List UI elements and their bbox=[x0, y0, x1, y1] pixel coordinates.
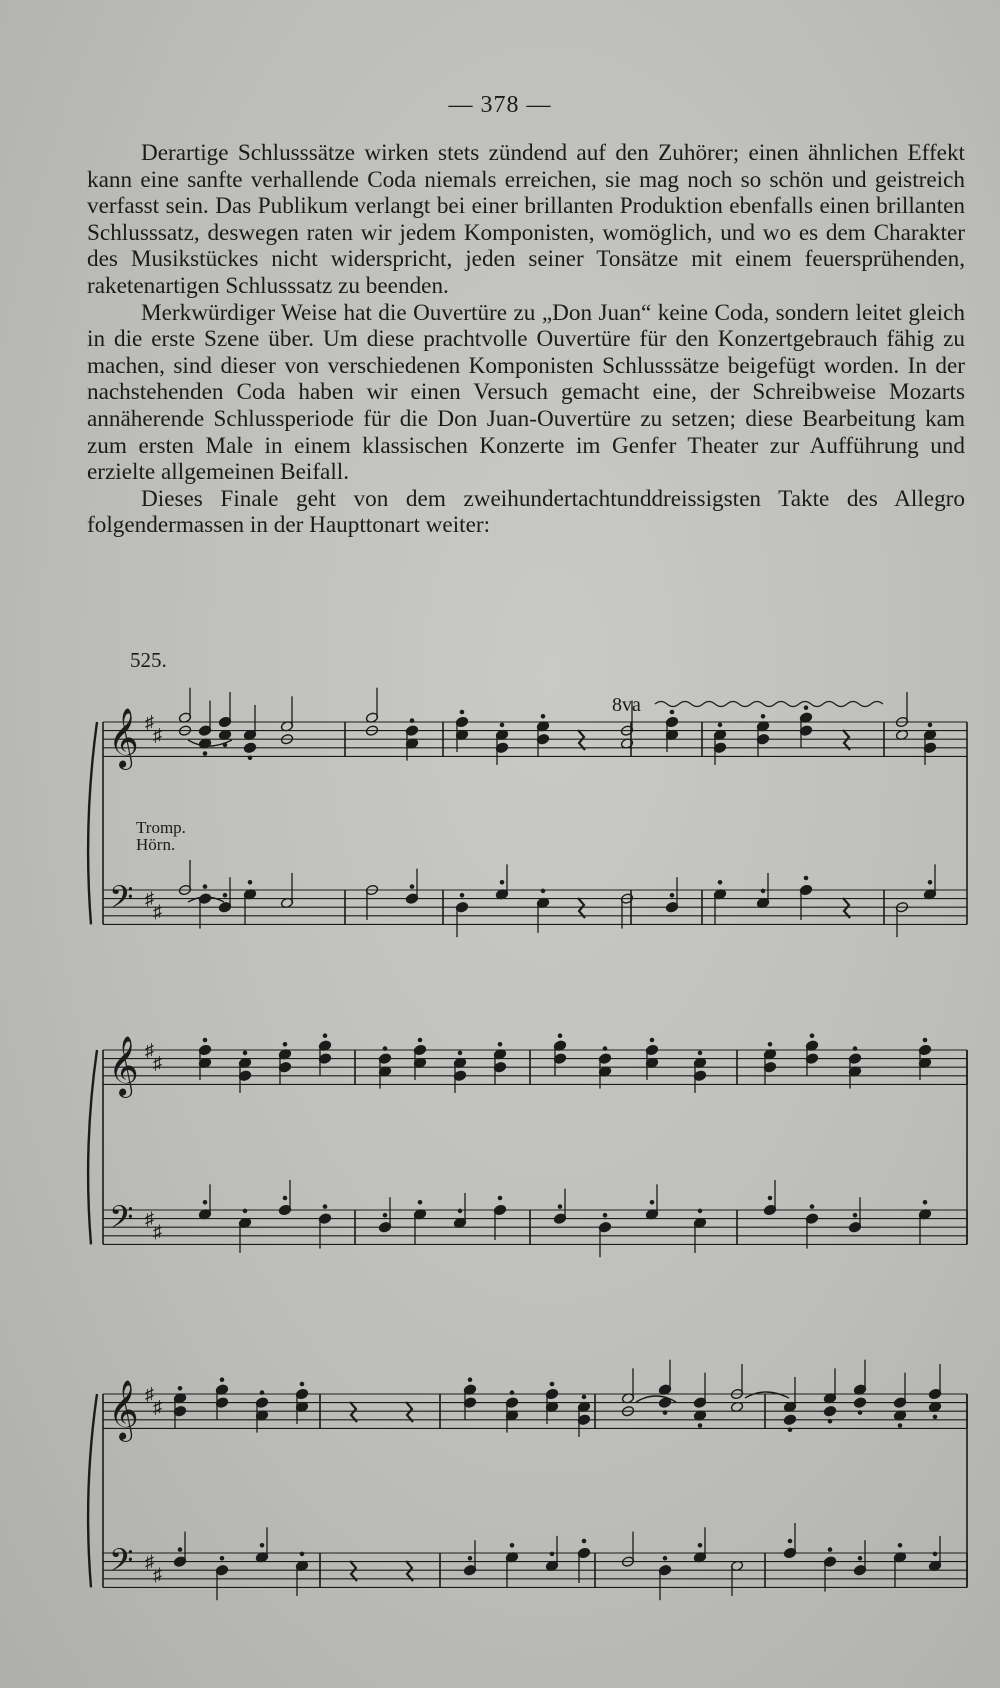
staccato-dot bbox=[468, 1377, 473, 1382]
staccato-dot bbox=[761, 889, 766, 894]
staccato-dot bbox=[582, 1539, 587, 1544]
staccato-dot bbox=[410, 718, 415, 723]
staccato-dot bbox=[260, 1390, 265, 1395]
staccato-dot bbox=[670, 893, 675, 898]
staccato-dot bbox=[300, 1552, 305, 1557]
music-score bbox=[0, 640, 1000, 1680]
staccato-dot bbox=[460, 893, 465, 898]
staccato-dot bbox=[203, 751, 208, 756]
treble-clef: 𝄞 bbox=[108, 710, 139, 767]
staccato-dot bbox=[923, 1038, 928, 1043]
staccato-dot bbox=[933, 1415, 938, 1420]
bass-clef: 𝄢 bbox=[109, 1201, 134, 1243]
staccato-dot bbox=[283, 1042, 288, 1047]
staccato-dot bbox=[928, 723, 933, 728]
quarter-rest bbox=[350, 1402, 357, 1422]
quarter-rest bbox=[578, 898, 585, 918]
bass-clef: 𝄢 bbox=[109, 881, 134, 923]
staccato-dot bbox=[418, 1200, 423, 1205]
quarter-rest bbox=[350, 1561, 357, 1581]
staccato-dot bbox=[418, 1038, 423, 1043]
staccato-dot bbox=[810, 1204, 815, 1209]
staccato-dot bbox=[498, 1042, 503, 1047]
staccato-dot bbox=[283, 1196, 288, 1201]
measure-number: 525. bbox=[130, 648, 167, 672]
staccato-dot bbox=[203, 1200, 208, 1205]
staccato-dot bbox=[768, 1042, 773, 1047]
sharp-sign: ♯ bbox=[153, 1564, 162, 1585]
staccato-dot bbox=[558, 1033, 563, 1038]
staccato-dot bbox=[500, 723, 505, 728]
staccato-dot bbox=[203, 884, 208, 889]
staccato-dot bbox=[498, 1196, 503, 1201]
staccato-dot bbox=[383, 1213, 388, 1218]
staccato-dot bbox=[510, 1390, 515, 1395]
system-brace bbox=[88, 1050, 97, 1244]
staccato-dot bbox=[323, 1204, 328, 1209]
staccato-dot bbox=[460, 710, 465, 715]
staccato-dot bbox=[788, 1539, 793, 1544]
sharp-sign: ♯ bbox=[153, 1221, 162, 1242]
sharp-sign: ♯ bbox=[145, 1384, 154, 1404]
staccato-dot bbox=[550, 1382, 555, 1387]
sharp-sign: ♯ bbox=[145, 712, 154, 732]
staccato-dot bbox=[178, 1386, 183, 1391]
staccato-dot bbox=[541, 889, 546, 894]
staccato-dot bbox=[220, 1556, 225, 1561]
staccato-dot bbox=[323, 1033, 328, 1038]
staccato-dot bbox=[458, 1209, 463, 1214]
staccato-dot bbox=[788, 1428, 793, 1433]
quarter-rest bbox=[843, 898, 850, 918]
instrument-label-horns: Hörn. bbox=[136, 835, 176, 854]
staccato-dot bbox=[248, 880, 253, 885]
staccato-dot bbox=[828, 1547, 833, 1552]
instrument-label-trumpets: Tromp. bbox=[136, 818, 186, 837]
sharp-sign: ♯ bbox=[145, 1551, 154, 1572]
staccato-dot bbox=[718, 723, 723, 728]
quarter-rest bbox=[406, 1561, 413, 1581]
staccato-dot bbox=[768, 1196, 773, 1201]
staccato-dot bbox=[853, 1213, 858, 1218]
staccato-dot bbox=[510, 1543, 515, 1548]
staccato-dot bbox=[248, 756, 253, 761]
staff-systems bbox=[88, 688, 967, 1600]
staccato-dot bbox=[410, 884, 415, 889]
staccato-dot bbox=[383, 1046, 388, 1051]
notehead bbox=[823, 1405, 836, 1417]
staccato-dot bbox=[243, 1209, 248, 1214]
staccato-dot bbox=[898, 1423, 903, 1428]
staccato-dot bbox=[468, 1556, 473, 1561]
bass-clef: 𝄢 bbox=[109, 1544, 134, 1586]
staccato-dot bbox=[761, 714, 766, 719]
staccato-dot bbox=[933, 1552, 938, 1557]
body-text bbox=[87, 140, 965, 539]
paragraph-3: Dieses Finale geht von dem zweihundertachtunddreissigsten Takte des Allegro folgendermassen in der Haupttonart weiter: bbox=[87, 485, 965, 539]
staccato-dot bbox=[810, 1033, 815, 1038]
sharp-sign: ♯ bbox=[153, 724, 162, 745]
staccato-dot bbox=[698, 1051, 703, 1056]
staccato-dot bbox=[828, 1419, 833, 1424]
quarter-rest bbox=[843, 730, 850, 750]
staccato-dot bbox=[458, 1051, 463, 1056]
staccato-dot bbox=[500, 880, 505, 885]
notehead bbox=[853, 1397, 866, 1409]
notehead bbox=[783, 1414, 796, 1426]
staccato-dot bbox=[650, 1200, 655, 1205]
staccato-dot bbox=[663, 1556, 668, 1561]
sharp-sign: ♯ bbox=[153, 1052, 162, 1073]
staccato-dot bbox=[804, 705, 809, 710]
notehead bbox=[243, 742, 256, 754]
staccato-dot bbox=[928, 880, 933, 885]
staccato-dot bbox=[670, 710, 675, 715]
staccato-dot bbox=[203, 1038, 208, 1043]
sharp-sign: ♯ bbox=[145, 1040, 154, 1060]
staccato-dot bbox=[650, 1038, 655, 1043]
staccato-dot bbox=[220, 1377, 225, 1382]
system-brace bbox=[88, 1394, 97, 1587]
staccato-dot bbox=[718, 880, 723, 885]
staccato-dot bbox=[178, 1547, 183, 1552]
slur bbox=[745, 1392, 789, 1398]
staccato-dot bbox=[698, 1209, 703, 1214]
treble-clef: 𝄞 bbox=[108, 1038, 139, 1095]
treble-clef: 𝄞 bbox=[108, 1382, 139, 1439]
paragraph-2: Merkwürdiger Weise hat die Ouvertüre zu „Don Juan“ keine Coda, sondern leitet gleich in die erste Szene über. Um diese prachtvolle Ouvertüre für den Konzertgebrauch fähig zu machen, sind dieser von verschiedenen Komponisten Schlusssätze beigefügt worden. In der nachstehenden Coda haben wir einen Versuch gemacht eine, der Schreibweise Mozarts annäherende Schlussperiode für die Don Juan-Ouvertüre zu setzen; diese Bearbeitung kam zum ersten Male in einem klassischen Konzerte im Genfer Theater zur Aufführung und erzielte allgemeinen Beifall. bbox=[87, 299, 965, 486]
paragraph-1: Derartige Schlusssätze wirken stets zündend auf den Zuhörer; einen ähnlichen Effekt kann eine sanfte verhallende Coda niemals erreichen, sie mag noch so schön und geistreich verfasst sein. Das Publikum verlangt bei einer brillanten Produktion ebenfalls einen brillanten Schlusssatz, deswegen raten wir jedem Komponisten, womöglich, und wo es dem Charakter des Musikstückes nicht widerspricht, jeden seiner Tonsätze mit einem feuersprühenden, raketenartigen Schlusssatz zu beenden. bbox=[87, 140, 965, 299]
staccato-dot bbox=[550, 1552, 555, 1557]
staccato-dot bbox=[698, 1423, 703, 1428]
staccato-dot bbox=[300, 1382, 305, 1387]
staccato-dot bbox=[898, 1543, 903, 1548]
sharp-sign: ♯ bbox=[145, 888, 154, 909]
sharp-sign: ♯ bbox=[153, 1396, 162, 1417]
staccato-dot bbox=[223, 893, 228, 898]
sharp-sign: ♯ bbox=[153, 901, 162, 922]
ottava-mark: 8va bbox=[612, 694, 641, 716]
page-number: — 378 — bbox=[448, 92, 552, 118]
staccato-dot bbox=[582, 1395, 587, 1400]
ottava-line bbox=[655, 702, 883, 707]
staccato-dot bbox=[603, 1213, 608, 1218]
staccato-dot bbox=[558, 1204, 563, 1209]
staccato-dot bbox=[603, 1046, 608, 1051]
staccato-dot bbox=[541, 714, 546, 719]
staccato-dot bbox=[804, 876, 809, 881]
staccato-dot bbox=[853, 1046, 858, 1051]
staccato-dot bbox=[663, 1410, 668, 1415]
staccato-dot bbox=[698, 1543, 703, 1548]
quarter-rest bbox=[406, 1402, 413, 1422]
staccato-dot bbox=[260, 1543, 265, 1548]
staccato-dot bbox=[858, 1556, 863, 1561]
staccato-dot bbox=[243, 1051, 248, 1056]
staccato-dot bbox=[923, 1200, 928, 1205]
system-brace bbox=[88, 722, 97, 924]
staccato-dot bbox=[858, 1410, 863, 1415]
sharp-sign: ♯ bbox=[145, 1208, 154, 1229]
quarter-rest bbox=[578, 730, 585, 750]
